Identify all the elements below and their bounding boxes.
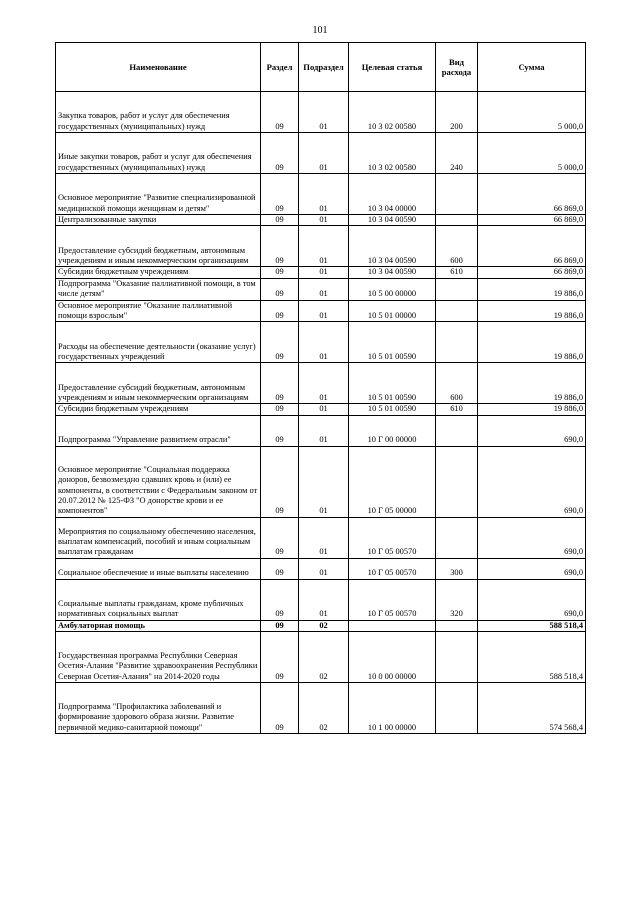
header-subsection: Подраздел [299,43,349,92]
table-header-row [56,43,586,92]
table-row [56,446,586,517]
cell-section: 09 [261,446,299,517]
cell-target: 10 3 02 00580 [349,92,436,133]
cell-target: 10 5 01 00590 [349,363,436,404]
cell-type [436,174,478,215]
cell-name: Расходы на обеспечение деятельности (оказание услуг) государственных учреждений [56,322,261,363]
cell-type: 200 [436,92,478,133]
cell-sum: 19 886,0 [478,278,586,300]
table-row [56,278,586,300]
cell-section: 09 [261,558,299,579]
cell-sum: 690,0 [478,517,586,558]
table-row [56,632,586,683]
cell-sum: 574 568,4 [478,683,586,734]
cell-section: 09 [261,133,299,174]
table-row [56,517,586,558]
cell-type [436,446,478,517]
cell-type: 600 [436,363,478,404]
cell-target: 10 Г 05 00570 [349,517,436,558]
header-expense-type-line2: расхода [441,67,472,77]
cell-target: 10 3 04 00590 [349,226,436,267]
cell-name: Предоставление субсидий бюджетным, автономным учреждениям и иным некоммерческим организациям [56,363,261,404]
cell-type: 240 [436,133,478,174]
cell-name: Социальные выплаты гражданам, кроме публичных нормативных социальных выплат [56,579,261,620]
cell-section: 09 [261,215,299,226]
cell-name: Подпрограмма "Управление развитием отрасли" [56,415,261,446]
cell-target: 10 Г 00 00000 [349,415,436,446]
cell-subsection: 01 [299,558,349,579]
cell-name: Иные закупки товаров, работ и услуг для обеспечения государственных (муниципальных) нужд [56,133,261,174]
page-number: 101 [312,25,328,36]
table-row [56,133,586,174]
cell-sum: 690,0 [478,446,586,517]
cell-subsection: 01 [299,446,349,517]
cell-section: 09 [261,92,299,133]
cell-section: 09 [261,517,299,558]
cell-name: Централизованные закупки [56,215,261,226]
table-row [56,558,586,579]
table-row [56,683,586,734]
cell-target: 10 5 01 00000 [349,300,436,322]
cell-target: 10 Г 05 00570 [349,579,436,620]
cell-target: 10 5 00 00000 [349,278,436,300]
cell-target: 10 0 00 00000 [349,632,436,683]
cell-sum: 66 869,0 [478,174,586,215]
cell-type: 300 [436,558,478,579]
cell-type [436,215,478,226]
cell-target: 10 1 00 00000 [349,683,436,734]
cell-target: 10 5 01 00590 [349,404,436,415]
cell-name: Подпрограмма "Профилактика заболеваний и формирование здорового образа жизни. Развитие первичной медико-санитарной помощи" [56,683,261,734]
cell-subsection: 02 [299,683,349,734]
cell-section: 09 [261,632,299,683]
cell-sum: 690,0 [478,579,586,620]
cell-subsection: 01 [299,517,349,558]
cell-target: 10 5 01 00590 [349,322,436,363]
cell-type [436,517,478,558]
cell-section: 09 [261,174,299,215]
cell-name: Основное мероприятие "Оказание паллиативной помощи взрослым" [56,300,261,322]
cell-type [436,683,478,734]
cell-subsection: 01 [299,415,349,446]
cell-subsection: 01 [299,267,349,278]
cell-sum: 5 000,0 [478,92,586,133]
cell-section: 09 [261,404,299,415]
cell-sum: 19 886,0 [478,363,586,404]
cell-subsection: 01 [299,92,349,133]
cell-name: Подпрограмма "Оказание паллиативной помощи, в том числе детям" [56,278,261,300]
cell-section: 09 [261,620,299,631]
table-row [56,300,586,322]
cell-subsection: 02 [299,632,349,683]
cell-name: Основное мероприятие "Развитие специализированной медицинской помощи женщинам и детям" [56,174,261,215]
table-row [56,404,586,415]
cell-section: 09 [261,267,299,278]
table-row [56,579,586,620]
cell-subsection: 01 [299,226,349,267]
cell-type: 600 [436,226,478,267]
header-sum: Сумма [478,43,586,92]
cell-subsection: 01 [299,133,349,174]
table-row [56,363,586,404]
cell-target: 10 Г 05 00570 [349,558,436,579]
header-section: Раздел [261,43,299,92]
cell-type: 610 [436,267,478,278]
table-row [56,267,586,278]
cell-type: 610 [436,404,478,415]
cell-section: 09 [261,226,299,267]
cell-sum: 66 869,0 [478,267,586,278]
table-row [56,226,586,267]
cell-subsection: 01 [299,300,349,322]
cell-sum: 19 886,0 [478,300,586,322]
budget-table [55,42,586,734]
cell-section: 09 [261,363,299,404]
cell-type [436,620,478,631]
cell-type [436,278,478,300]
cell-target: 10 3 02 00580 [349,133,436,174]
cell-section: 09 [261,415,299,446]
cell-subsection: 01 [299,579,349,620]
cell-target: 10 3 04 00590 [349,215,436,226]
cell-section: 09 [261,579,299,620]
cell-sum: 19 886,0 [478,404,586,415]
cell-sum: 588 518,4 [478,620,586,631]
cell-name: Основное мероприятие "Социальная поддержка доноров, безвозмездно сдавших кровь и (или) ее компоненты, в соответствии с Федеральным законом от 20.07.2012 № 125-ФЗ "О донорстве крови и ее компонентов" [56,446,261,517]
cell-type [436,632,478,683]
cell-section: 09 [261,300,299,322]
cell-name: Социальное обеспечение и иные выплаты населению [56,558,261,579]
table-row [56,322,586,363]
cell-subsection: 01 [299,278,349,300]
cell-subsection: 01 [299,215,349,226]
cell-target: 10 3 04 00590 [349,267,436,278]
table-row [56,620,586,631]
cell-name: Мероприятия по социальному обеспечению населения, выплатам компенсаций, пособий и иным социальным выплатам гражданам [56,517,261,558]
cell-type: 320 [436,579,478,620]
header-expense-type-line1: Вид [448,57,465,67]
cell-name: Предоставление субсидий бюджетным, автономным учреждениям и иным некоммерческим организациям [56,226,261,267]
cell-sum: 5 000,0 [478,133,586,174]
cell-sum: 690,0 [478,415,586,446]
cell-section: 09 [261,683,299,734]
cell-section: 09 [261,278,299,300]
cell-subsection: 01 [299,404,349,415]
cell-name: Амбулаторная помощь [56,620,261,631]
cell-name: Субсидии бюджетным учреждениям [56,267,261,278]
cell-subsection: 01 [299,174,349,215]
cell-name: Закупка товаров, работ и услуг для обеспечения государственных (муниципальных) нужд [56,92,261,133]
table-row [56,174,586,215]
cell-section: 09 [261,322,299,363]
cell-sum: 66 869,0 [478,215,586,226]
cell-sum: 66 869,0 [478,226,586,267]
cell-type [436,322,478,363]
cell-name: Государственная программа Республики Северная Осетия-Алания "Развитие здравоохранения Республики Северная Осетия-Алания" на 2014-2020 годы [56,632,261,683]
table-row [56,415,586,446]
cell-target: 10 3 04 00000 [349,174,436,215]
cell-subsection: 02 [299,620,349,631]
header-expense-type [436,43,478,92]
cell-subsection: 01 [299,363,349,404]
table-row [56,215,586,226]
header-name: Наименование [56,43,261,92]
cell-sum: 588 518,4 [478,632,586,683]
cell-name: Субсидии бюджетным учреждениям [56,404,261,415]
cell-subsection: 01 [299,322,349,363]
cell-sum: 690,0 [478,558,586,579]
cell-target: 10 Г 05 00000 [349,446,436,517]
cell-type [436,415,478,446]
cell-type [436,300,478,322]
cell-sum: 19 886,0 [478,322,586,363]
table-row [56,92,586,133]
header-target: Целевая статья [349,43,436,92]
cell-target [349,620,436,631]
